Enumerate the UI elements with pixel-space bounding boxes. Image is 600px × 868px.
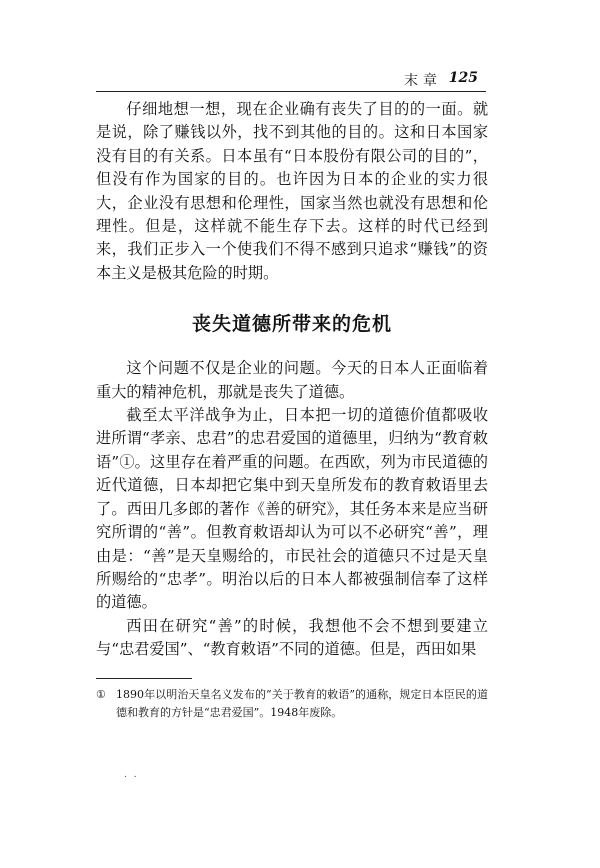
page-number: 125 [448, 70, 478, 86]
header-rule [96, 91, 486, 92]
paragraph: 西田在研究“善”的时候，我想他不会不想到要建立与“忠君爱国”、“教育敕语”不同的道德。但是，西田如果 [96, 616, 488, 659]
paragraph: 截至太平洋战争为止，日本把一切的道德价值都吸收进所谓“孝亲、忠君”的忠君爱国的道德里，归纳为“教育敕语”①。这里存在着严重的问题。在西欧，列为市民道德的近代道德，日本却把它集中到天皇所发布的教育敕语里去了。西田几多郎的著作《善的研究》，其任务本来是应当研究所谓的“善”。但教育敕语却认为可以不必研究“善”，理由是：“善”是天皇赐给的，市民社会的道德只不过是天皇所赐给的“忠孝”。明治以后的日本人都被强制信奉了这样的道德。 [96, 406, 488, 612]
body-text [96, 98, 488, 662]
paragraph: 仔细地想一想，现在企业确有丧失了目的的一面。就是说，除了赚钱以外，找不到其他的目的。这和日本国家没有目的有关系。日本虽有“日本股份有限公司的目的”，但没有作为国家的目的。也许因为日本的企业的实力很大，企业没有思想和伦理性，国家当然也就没有思想和伦理性。但是，这样就不能生存下去。这样的时代已经到来，我们正步入一个使我们不得不感到只追求“赚钱”的资本主义是极其危险的时期。 [96, 100, 488, 282]
paragraph: 这个问题不仅是企业的问题。今天的日本人正面临着重大的精神危机，那就是丧失了道德。 [96, 359, 488, 401]
footnote [96, 686, 488, 722]
footnote-marker: ① [96, 688, 106, 701]
scan-specks: . . [124, 770, 139, 780]
page-header [0, 70, 600, 90]
section-heading: 丧失道德所带来的危机 [191, 313, 392, 336]
footnote-text: 1890年以明治天皇名义发布的“关于教育的敕语”的通称，规定日本臣民的道德和教育的方针是“忠君爱国”。1948年废除。 [116, 688, 488, 719]
running-head: 末章 [404, 73, 442, 89]
footnote-rule [96, 678, 192, 679]
